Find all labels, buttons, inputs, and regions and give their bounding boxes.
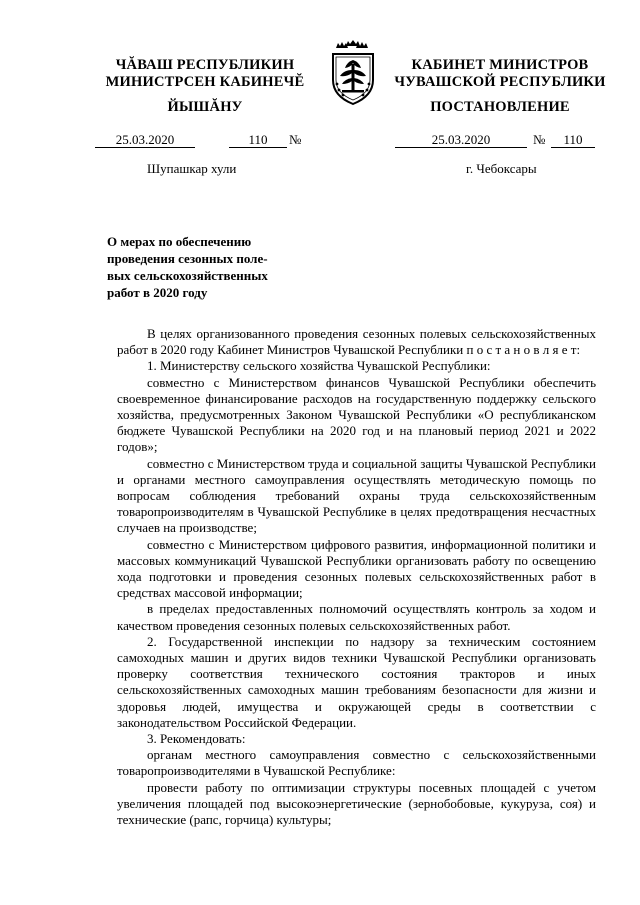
right-doc-type: ПОСТАНОВЛЕНИЕ — [430, 99, 570, 115]
body-paragraph: 2. Государственной инспекции по надзору за техническим состоянием самоходных машин и других видов техники Чувашской Республики организовать проверку соответствия технического состояния тракторов и иных сельскохозяйственных самоходных машин требованиям безопасности для жизни и здоровья людей, имущества и окружающей среды в соответствии с законодательством Российской Федерации. — [117, 633, 596, 730]
title-line: вых сельскохозяйственных — [107, 268, 268, 283]
title-line: работ в 2020 году — [107, 285, 208, 300]
title-line: проведения сезонных поле- — [107, 251, 268, 266]
document-body — [117, 326, 596, 828]
body-paragraph: органам местного самоуправления совместно с сельскохозяйственными товаропроизводителями в Чувашской Республике: — [117, 747, 596, 779]
body-paragraph: провести работу по оптимизации структуры посевных площадей с учетом увеличения площадей под высокоэнергетические (зернобобовые, кукуруза, соя) и технические (рапс, горчица) культуры; — [117, 779, 596, 828]
body-paragraph: совместно с Министерством финансов Чувашской Республики обеспечить своевременное финансирование расходов на государственную поддержку сельского хозяйства, предусмотренных Законом Чувашской Республики «О республиканском бюджете Чувашской Республики на 2020 год и на плановый период 2021 и 2022 годов»; — [117, 374, 596, 455]
right-number-line — [395, 132, 605, 148]
document-title — [107, 233, 289, 301]
chuvash-coat-of-arms-icon — [327, 40, 379, 106]
body-paragraph: 1. Министерству сельского хозяйства Чувашской Республики: — [147, 358, 491, 374]
left-number-sign: № — [289, 132, 302, 147]
right-city: г. Чебоксары — [466, 161, 537, 176]
right-number: 110 — [551, 132, 595, 148]
left-header-line2: МИНИСТРСЕН КАБИНЕЧĔ — [105, 74, 305, 90]
left-city: Шупашкар хули — [147, 161, 237, 176]
left-header-line1: ЧĂВАШ РЕСПУБЛИКИН — [115, 57, 295, 73]
body-paragraph: 3. Рекомендовать: — [147, 731, 246, 747]
right-date: 25.03.2020 — [395, 132, 527, 148]
body-paragraph: совместно с Министерством труда и социальной защиты Чувашской Республики и органами местного самоуправления осуществлять методическую помощь по вопросам соблюдения требований охраны труда сельскохозяйственным товаропроизводителям в Чувашской Республике в целях предотвращения несчастных случаев на производстве; — [117, 455, 596, 536]
title-line: О мерах по обеспечению — [107, 234, 252, 249]
left-header — [95, 57, 315, 91]
body-paragraph: в пределах предоставленных полномочий осуществлять контроль за ходом и качеством проведения сезонных полевых сельскохозяйственных работ. — [117, 601, 596, 633]
right-header-line2: ЧУВАШСКОЙ РЕСПУБЛИКИ — [394, 74, 606, 90]
left-number: 110 — [229, 132, 287, 148]
body-paragraph: совместно с Министерством цифрового развития, информационной политики и массовых коммуникаций Чувашской Республики организовать работу по освещению хода подготовки и проведения сезонных полевых сельскохозяйственных работ в средствах массовой информации; — [117, 536, 596, 601]
right-header-line1: КАБИНЕТ МИНИСТРОВ — [411, 57, 589, 73]
left-date: 25.03.2020 — [95, 132, 195, 148]
right-number-sign: № — [533, 132, 546, 147]
right-header — [385, 57, 615, 91]
body-paragraph: В целях организованного проведения сезонных полевых сельскохозяйственных работ в 2020 году Кабинет Министров Чувашской Республики п о с т а н о в л я е т: — [117, 326, 596, 358]
left-number-line — [95, 132, 315, 148]
left-doc-type: ЙЫШĂНУ — [167, 99, 243, 115]
